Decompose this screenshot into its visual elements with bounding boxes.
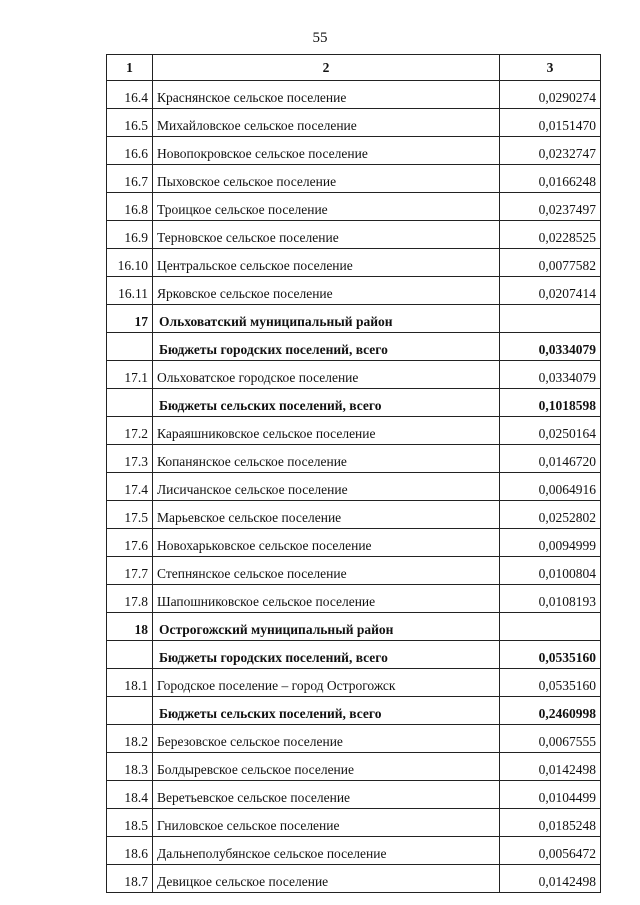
table-row bbox=[107, 333, 601, 361]
table-row bbox=[107, 837, 601, 865]
row-number-cell bbox=[107, 333, 153, 361]
table-row bbox=[107, 473, 601, 501]
row-value-cell: 0,0232747 bbox=[500, 137, 601, 165]
table-row bbox=[107, 361, 601, 389]
row-name-cell: Караяшниковское сельское поселение bbox=[153, 417, 500, 445]
row-name-cell: Пыховское сельское поселение bbox=[153, 165, 500, 193]
table-row bbox=[107, 641, 601, 669]
row-name-cell: Троицкое сельское поселение bbox=[153, 193, 500, 221]
row-number-cell: 17.2 bbox=[107, 417, 153, 445]
row-value-cell: 0,0290274 bbox=[500, 81, 601, 109]
row-value-cell bbox=[500, 305, 601, 333]
row-number-cell: 16.4 bbox=[107, 81, 153, 109]
row-number-cell: 17.8 bbox=[107, 585, 153, 613]
row-value-cell: 0,0151470 bbox=[500, 109, 601, 137]
row-value-cell: 0,0077582 bbox=[500, 249, 601, 277]
row-name-cell: Бюджеты сельских поселений, всего bbox=[153, 697, 500, 725]
row-number-cell: 18 bbox=[107, 613, 153, 641]
budget-table bbox=[106, 54, 601, 893]
table-row bbox=[107, 305, 601, 333]
table-row bbox=[107, 165, 601, 193]
table-row bbox=[107, 529, 601, 557]
table-row bbox=[107, 865, 601, 893]
row-number-cell bbox=[107, 641, 153, 669]
row-name-cell: Ольховатский муниципальный район bbox=[153, 305, 500, 333]
column-header-2: 2 bbox=[153, 55, 500, 81]
row-value-cell: 0,0535160 bbox=[500, 669, 601, 697]
table-row bbox=[107, 81, 601, 109]
row-number-cell: 17.6 bbox=[107, 529, 153, 557]
row-value-cell: 0,0104499 bbox=[500, 781, 601, 809]
table-row bbox=[107, 445, 601, 473]
table-row bbox=[107, 781, 601, 809]
row-value-cell: 0,0100804 bbox=[500, 557, 601, 585]
row-name-cell: Центральское сельское поселение bbox=[153, 249, 500, 277]
table-row bbox=[107, 501, 601, 529]
column-header-3: 3 bbox=[500, 55, 601, 81]
row-number-cell: 16.6 bbox=[107, 137, 153, 165]
row-name-cell: Дальнеполубянское сельское поселение bbox=[153, 837, 500, 865]
row-number-cell: 18.7 bbox=[107, 865, 153, 893]
row-name-cell: Степнянское сельское поселение bbox=[153, 557, 500, 585]
table-row bbox=[107, 809, 601, 837]
row-name-cell: Болдыревское сельское поселение bbox=[153, 753, 500, 781]
table-body bbox=[107, 81, 601, 893]
table-row bbox=[107, 557, 601, 585]
table-row bbox=[107, 249, 601, 277]
row-name-cell: Бюджеты городских поселений, всего bbox=[153, 333, 500, 361]
row-value-cell: 0,0237497 bbox=[500, 193, 601, 221]
row-value-cell: 0,0166248 bbox=[500, 165, 601, 193]
row-name-cell: Ольховатское городское поселение bbox=[153, 361, 500, 389]
row-number-cell: 17.4 bbox=[107, 473, 153, 501]
row-name-cell: Городское поселение – город Острогожск bbox=[153, 669, 500, 697]
row-number-cell: 16.5 bbox=[107, 109, 153, 137]
row-number-cell bbox=[107, 697, 153, 725]
row-value-cell bbox=[500, 613, 601, 641]
table-row bbox=[107, 193, 601, 221]
row-name-cell: Михайловское сельское поселение bbox=[153, 109, 500, 137]
row-value-cell: 0,0142498 bbox=[500, 865, 601, 893]
row-number-cell: 18.6 bbox=[107, 837, 153, 865]
row-value-cell: 0,0252802 bbox=[500, 501, 601, 529]
row-value-cell: 0,0535160 bbox=[500, 641, 601, 669]
row-name-cell: Марьевское сельское поселение bbox=[153, 501, 500, 529]
row-name-cell: Лисичанское сельское поселение bbox=[153, 473, 500, 501]
column-header-1: 1 bbox=[107, 55, 153, 81]
table-row bbox=[107, 585, 601, 613]
row-value-cell: 0,0064916 bbox=[500, 473, 601, 501]
table-row bbox=[107, 137, 601, 165]
row-value-cell: 0,0146720 bbox=[500, 445, 601, 473]
row-name-cell: Гниловское сельское поселение bbox=[153, 809, 500, 837]
row-name-cell: Ярковское сельское поселение bbox=[153, 277, 500, 305]
row-number-cell: 18.4 bbox=[107, 781, 153, 809]
row-value-cell: 0,0185248 bbox=[500, 809, 601, 837]
row-number-cell: 18.5 bbox=[107, 809, 153, 837]
row-number-cell: 18.3 bbox=[107, 753, 153, 781]
row-value-cell: 0,0334079 bbox=[500, 333, 601, 361]
table-row bbox=[107, 109, 601, 137]
row-value-cell: 0,0108193 bbox=[500, 585, 601, 613]
row-name-cell: Веретьевское сельское поселение bbox=[153, 781, 500, 809]
table-row bbox=[107, 277, 601, 305]
row-number-cell: 16.8 bbox=[107, 193, 153, 221]
row-number-cell: 17.5 bbox=[107, 501, 153, 529]
row-name-cell: Копанянское сельское поселение bbox=[153, 445, 500, 473]
row-number-cell: 16.7 bbox=[107, 165, 153, 193]
row-value-cell: 0,0067555 bbox=[500, 725, 601, 753]
table-row bbox=[107, 669, 601, 697]
table-row bbox=[107, 697, 601, 725]
table-row bbox=[107, 389, 601, 417]
row-name-cell: Новопокровское сельское поселение bbox=[153, 137, 500, 165]
table-row bbox=[107, 417, 601, 445]
table-row bbox=[107, 613, 601, 641]
row-value-cell: 0,2460998 bbox=[500, 697, 601, 725]
table-header-row bbox=[107, 55, 601, 81]
row-value-cell: 0,0094999 bbox=[500, 529, 601, 557]
row-number-cell: 17.7 bbox=[107, 557, 153, 585]
table-row bbox=[107, 725, 601, 753]
row-name-cell: Бюджеты городских поселений, всего bbox=[153, 641, 500, 669]
row-number-cell: 16.9 bbox=[107, 221, 153, 249]
row-number-cell: 16.10 bbox=[107, 249, 153, 277]
row-name-cell: Новохарьковское сельское поселение bbox=[153, 529, 500, 557]
row-number-cell bbox=[107, 389, 153, 417]
row-name-cell: Березовское сельское поселение bbox=[153, 725, 500, 753]
row-number-cell: 18.1 bbox=[107, 669, 153, 697]
row-name-cell: Острогожский муниципальный район bbox=[153, 613, 500, 641]
row-value-cell: 0,0142498 bbox=[500, 753, 601, 781]
table-row bbox=[107, 221, 601, 249]
row-value-cell: 0,0207414 bbox=[500, 277, 601, 305]
row-number-cell: 18.2 bbox=[107, 725, 153, 753]
row-value-cell: 0,0250164 bbox=[500, 417, 601, 445]
row-value-cell: 0,1018598 bbox=[500, 389, 601, 417]
page-number: 55 bbox=[312, 30, 328, 46]
row-name-cell: Краснянское сельское поселение bbox=[153, 81, 500, 109]
row-number-cell: 16.11 bbox=[107, 277, 153, 305]
row-name-cell: Девицкое сельское поселение bbox=[153, 865, 500, 893]
row-value-cell: 0,0334079 bbox=[500, 361, 601, 389]
row-name-cell: Шапошниковское сельское поселение bbox=[153, 585, 500, 613]
table-row bbox=[107, 753, 601, 781]
row-number-cell: 17.1 bbox=[107, 361, 153, 389]
row-value-cell: 0,0056472 bbox=[500, 837, 601, 865]
row-number-cell: 17.3 bbox=[107, 445, 153, 473]
row-value-cell: 0,0228525 bbox=[500, 221, 601, 249]
row-name-cell: Терновское сельское поселение bbox=[153, 221, 500, 249]
row-number-cell: 17 bbox=[107, 305, 153, 333]
row-name-cell: Бюджеты сельских поселений, всего bbox=[153, 389, 500, 417]
